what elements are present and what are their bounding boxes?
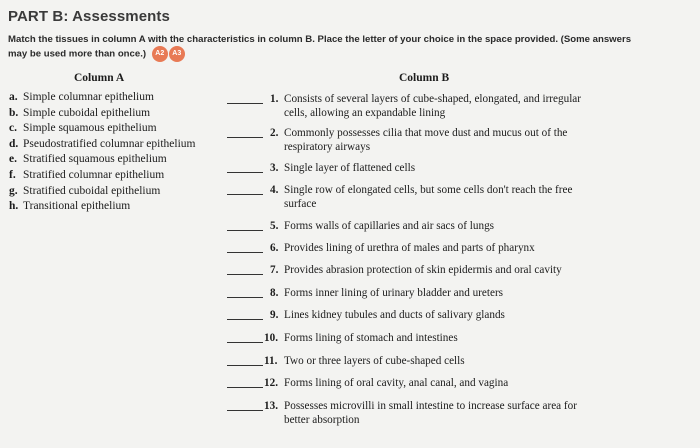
answer-blank[interactable] bbox=[227, 410, 263, 411]
item-text: Forms walls of capillaries and air sacs of lungs bbox=[284, 220, 495, 232]
badge-a3: A3 bbox=[169, 46, 185, 62]
answer-blank[interactable] bbox=[227, 103, 263, 104]
answer-blank[interactable] bbox=[227, 387, 263, 388]
column-a-heading: Column A bbox=[74, 72, 125, 84]
item-text: Forms lining of oral cavity, anal canal, and vagina bbox=[284, 377, 509, 389]
item-letter: f. bbox=[9, 168, 16, 181]
list-item bbox=[9, 137, 195, 153]
item-text: Commonly possesses cilia that move dust and mucus out of the respiratory airways bbox=[284, 127, 568, 153]
item-number: 11. bbox=[264, 355, 278, 367]
item-letter: g. bbox=[9, 184, 18, 197]
item-text: Provides abrasion protection of skin epidermis and oral cavity bbox=[284, 264, 562, 276]
item-letter: d. bbox=[9, 137, 19, 150]
list-item bbox=[9, 90, 195, 106]
item-text: Two or three layers of cube-shaped cells bbox=[284, 355, 465, 367]
answer-blank[interactable] bbox=[227, 297, 263, 298]
item-text: Single row of elongated cells, but some cells don't reach the free surface bbox=[284, 184, 573, 210]
badge-a2: A2 bbox=[152, 46, 168, 62]
item-text: Forms lining of stomach and intestines bbox=[284, 332, 458, 344]
item-number: 7. bbox=[270, 264, 279, 276]
item-text: Transitional epithelium bbox=[23, 200, 131, 213]
list-item bbox=[9, 199, 195, 215]
list-item bbox=[9, 121, 195, 137]
answer-blank[interactable] bbox=[227, 274, 263, 275]
item-text: Stratified columnar epithelium bbox=[23, 168, 165, 181]
item-letter: e. bbox=[9, 153, 17, 166]
list-item bbox=[9, 184, 195, 200]
item-number: 13. bbox=[264, 400, 278, 412]
item-text: Stratified cuboidal epithelium bbox=[23, 184, 161, 197]
answer-blank[interactable] bbox=[227, 319, 263, 320]
answer-blank[interactable] bbox=[227, 342, 263, 343]
item-text: Simple cuboidal epithelium bbox=[23, 106, 151, 119]
answer-blank[interactable] bbox=[227, 172, 263, 173]
answer-blank[interactable] bbox=[227, 137, 263, 138]
item-text: Stratified squamous epithelium bbox=[23, 153, 167, 166]
instructions bbox=[8, 33, 648, 62]
item-text: Provides lining of urethra of males and parts of pharynx bbox=[284, 242, 535, 254]
item-text: Simple squamous epithelium bbox=[23, 122, 157, 135]
list-item bbox=[9, 168, 195, 184]
item-number: 10. bbox=[264, 332, 278, 344]
item-number: 5. bbox=[270, 220, 279, 232]
item-letter: a. bbox=[9, 91, 18, 103]
answer-blank[interactable] bbox=[227, 252, 263, 253]
item-text: Single layer of flattened cells bbox=[284, 162, 416, 174]
item-text: Forms inner lining of urinary bladder and ureters bbox=[284, 287, 504, 299]
item-number: 3. bbox=[270, 162, 279, 174]
page-title: PART B: Assessments bbox=[8, 8, 170, 25]
item-letter: h. bbox=[9, 200, 19, 213]
item-letter: c. bbox=[9, 122, 17, 135]
item-text: Possesses microvilli in small intestine to increase surface area for better absorption bbox=[284, 400, 577, 426]
item-text: Lines kidney tubules and ducts of salivary glands bbox=[284, 309, 505, 321]
answer-blank[interactable] bbox=[227, 194, 263, 195]
item-number: 9. bbox=[270, 309, 279, 321]
item-letter: b. bbox=[9, 106, 19, 119]
answer-blank[interactable] bbox=[227, 365, 263, 366]
item-number: 8. bbox=[270, 287, 279, 299]
item-number: 6. bbox=[270, 242, 279, 254]
item-text: Simple columnar epithelium bbox=[23, 91, 154, 103]
item-number: 12. bbox=[264, 377, 278, 389]
column-a-list bbox=[9, 90, 195, 215]
column-b-heading: Column B bbox=[399, 72, 450, 84]
item-text: Pseudostratified columnar epithelium bbox=[23, 137, 196, 150]
list-item bbox=[9, 106, 195, 122]
item-number: 2. bbox=[270, 127, 279, 139]
item-number: 4. bbox=[270, 184, 279, 196]
list-item bbox=[9, 152, 195, 168]
item-text: Consists of several layers of cube-shaped, elongated, and irregular cells, allowing an expandable lining bbox=[284, 93, 581, 119]
item-number: 1. bbox=[270, 93, 279, 105]
answer-blank[interactable] bbox=[227, 230, 263, 231]
instructions-text: Match the tissues in column A with the characteristics in column B. Place the letter of your choice in the space provided. (Some answers may be used more than once.) bbox=[8, 34, 632, 60]
